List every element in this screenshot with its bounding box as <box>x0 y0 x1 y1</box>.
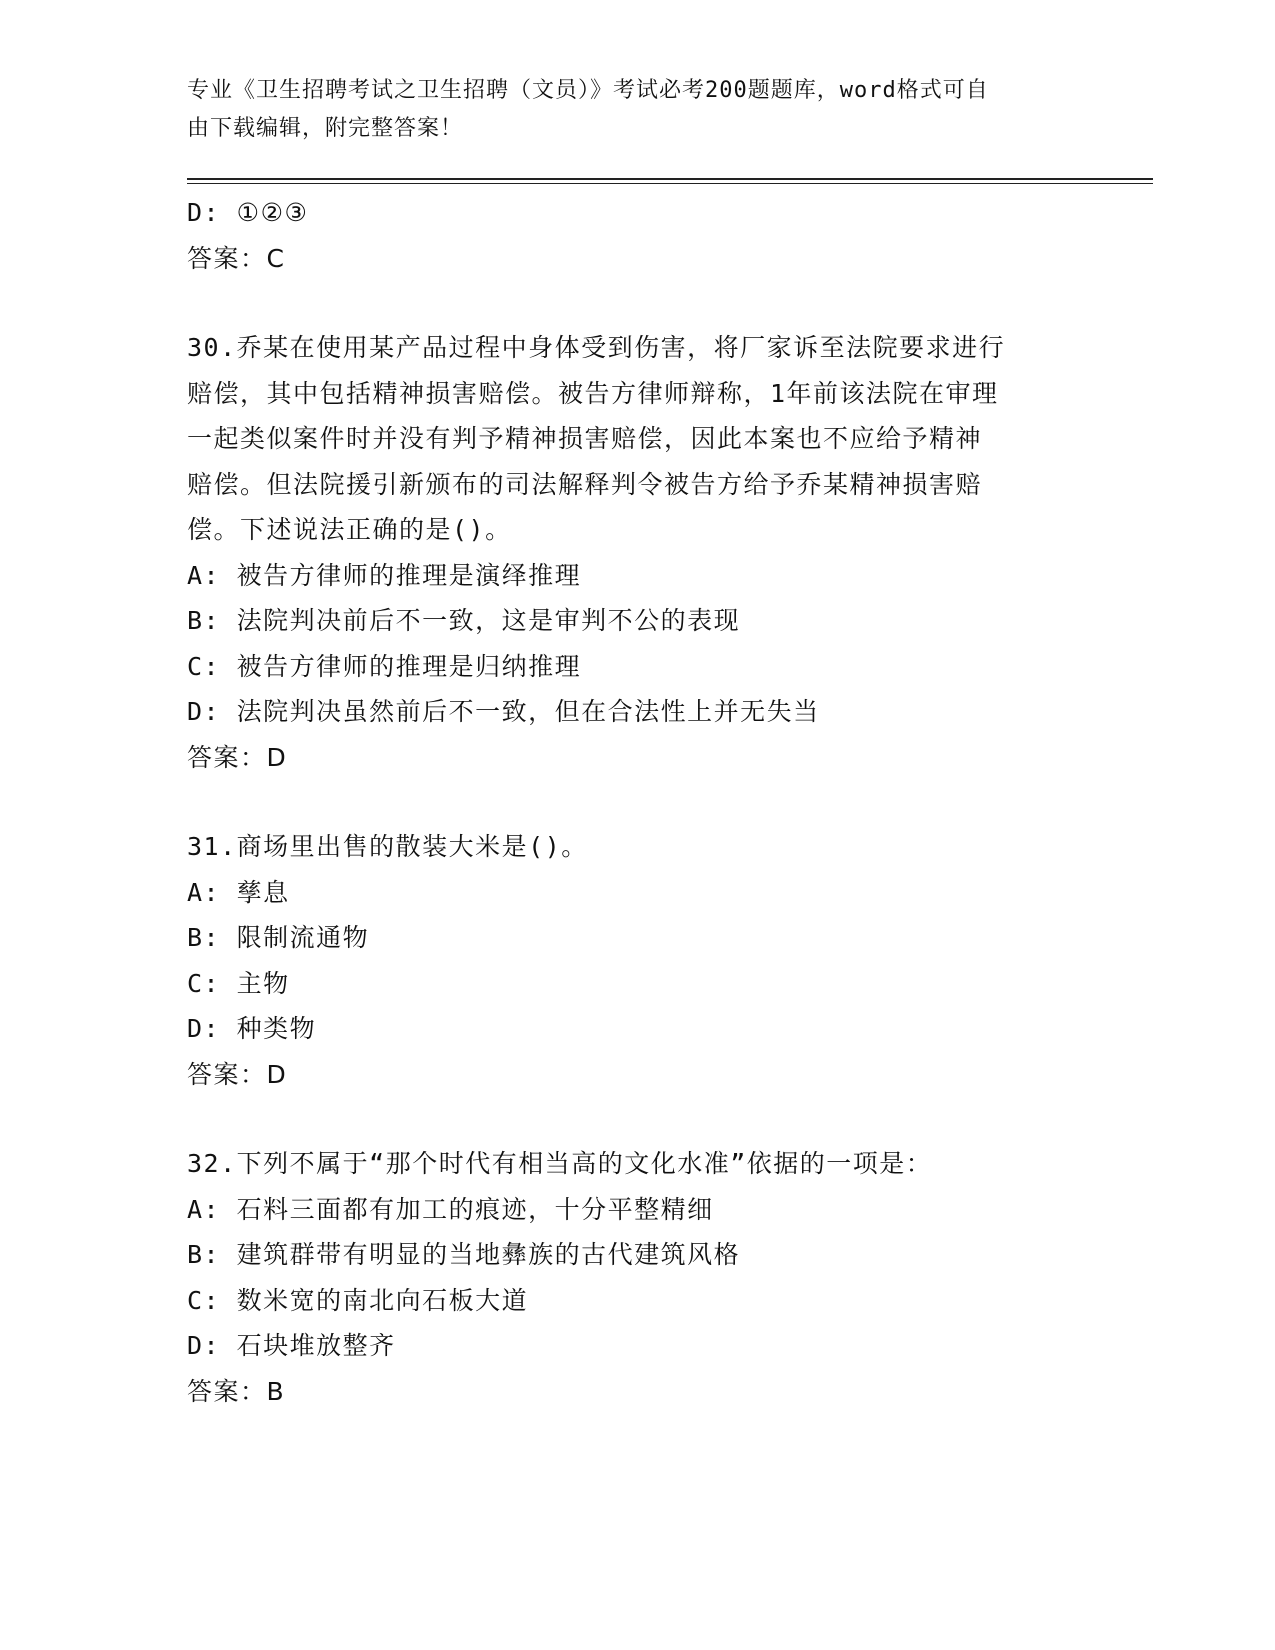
header-divider-thin <box>187 183 1153 184</box>
option-a: A: 石料三面都有加工的痕迹，十分平整精细 <box>187 1194 714 1224</box>
question-text <box>187 325 1087 553</box>
question-text-line: 赔偿，其中包括精神损害赔偿。被告方律师辩称，1年前该法院在审理 <box>187 378 999 408</box>
option-c: C: 主物 <box>187 968 290 998</box>
answer-line: 答案：C <box>187 243 286 273</box>
question-content <box>187 190 1087 1414</box>
question-32 <box>187 1141 1087 1414</box>
question-31 <box>187 824 1087 1097</box>
option-d: D: 石块堆放整齐 <box>187 1331 396 1360</box>
option-a: A: 孳息 <box>187 877 290 907</box>
question-text-line: 赔偿。但法院援引新颁布的司法解释判令被告方给予乔某精神损害赔 <box>187 469 983 499</box>
answer-line: 答案：D <box>187 1059 288 1089</box>
option-d: D: ①②③ <box>187 198 309 227</box>
question-text-line: 偿。下述说法正确的是()。 <box>187 515 512 544</box>
answer-line: 答案：D <box>187 742 288 772</box>
header-divider-thick <box>187 178 1153 180</box>
option-b: B: 建筑群带有明显的当地彝族的古代建筑风格 <box>187 1240 741 1269</box>
previous-question-tail <box>187 190 1087 281</box>
question-text-line: 30.乔某在使用某产品过程中身体受到伤害，将厂家诉至法院要求进行 <box>187 333 1006 362</box>
option-a: A: 被告方律师的推理是演绎推理 <box>187 560 582 590</box>
option-c: C: 数米宽的南北向石板大道 <box>187 1285 529 1315</box>
option-b: B: 限制流通物 <box>187 923 370 952</box>
option-b: B: 法院判决前后不一致，这是审判不公的表现 <box>187 606 741 635</box>
option-d: D: 种类物 <box>187 1014 317 1043</box>
question-30 <box>187 325 1087 780</box>
question-text-line: 31.商场里出售的散装大米是()。 <box>187 832 588 861</box>
question-text-line: 32.下列不属于“那个时代有相当高的文化水准”依据的一项是： <box>187 1149 933 1178</box>
answer-line: 答案：B <box>187 1376 286 1406</box>
option-d: D: 法院判决虽然前后不一致，但在合法性上并无失当 <box>187 697 820 726</box>
header-line-1: 专业《卫生招聘考试之卫生招聘（文员）》考试必考200题题库，word格式可自 <box>187 78 989 103</box>
question-text-line: 一起类似案件时并没有判予精神损害赔偿，因此本案也不应给予精神 <box>187 424 983 453</box>
option-c: C: 被告方律师的推理是归纳推理 <box>187 651 582 681</box>
question-text <box>187 1141 1087 1187</box>
question-text <box>187 824 1087 870</box>
header-line-2: 由下载编辑，附完整答案！ <box>187 116 464 141</box>
document-header <box>187 72 1067 148</box>
